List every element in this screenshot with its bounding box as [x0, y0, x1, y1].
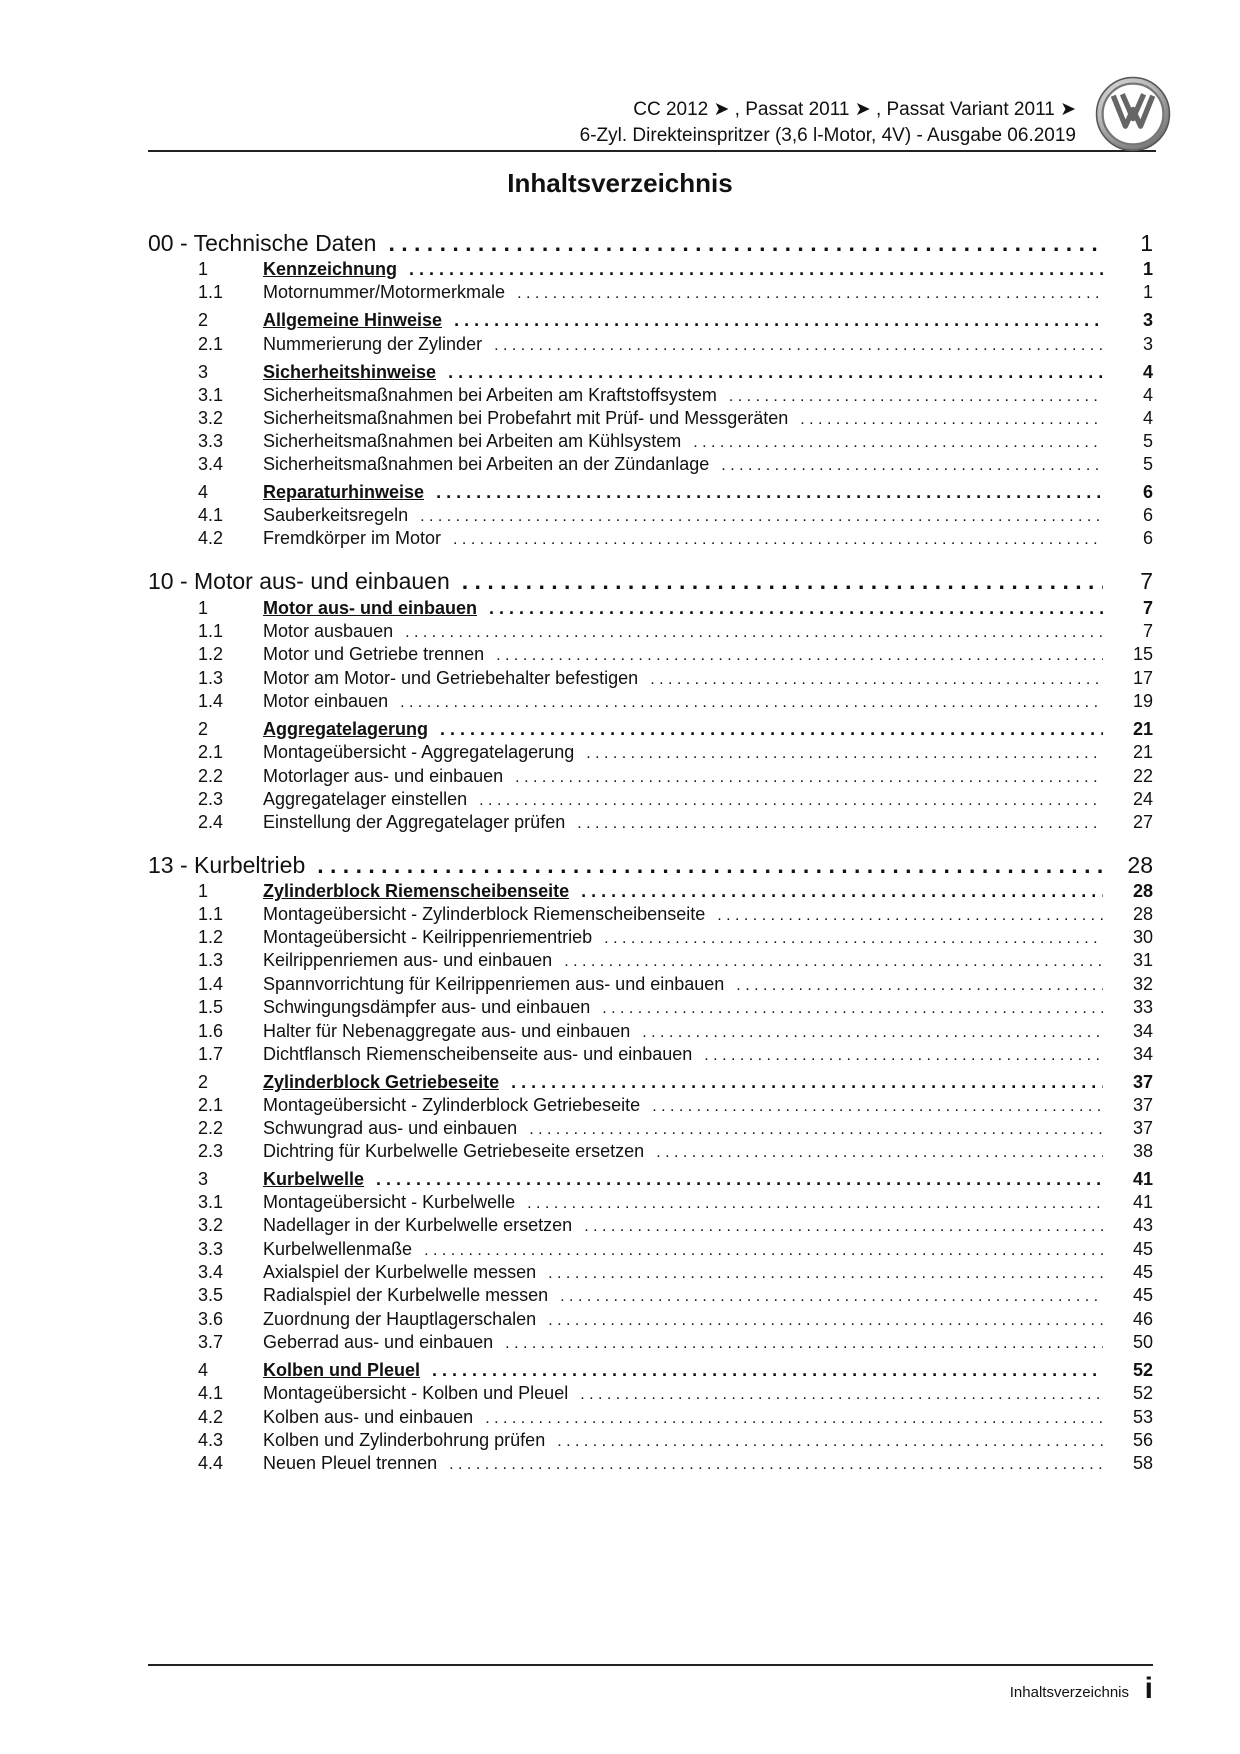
toc-entry-label: Zylinderblock Riemenscheibenseite: [263, 881, 570, 901]
toc-subsection[interactable]: [148, 950, 1153, 971]
toc-dot-leader: [650, 671, 1103, 689]
toc-subsection[interactable]: [148, 789, 1153, 810]
toc-entry-page: 15: [1132, 644, 1153, 664]
toc-subsection[interactable]: [148, 334, 1153, 355]
toc-dot-leader: [485, 1410, 1103, 1428]
toc-entry-label: Einstellung der Aggregatelager prüfen: [263, 812, 566, 832]
toc-entry-page: 17: [1132, 668, 1153, 688]
toc-entry-page: 4: [1142, 385, 1153, 405]
toc-entry-page: 32: [1132, 974, 1153, 994]
toc-entry-page: 50: [1132, 1332, 1153, 1352]
toc-entry-label: Sicherheitsmaßnahmen bei Arbeiten am Kühlsystem: [263, 431, 682, 451]
toc-entry-number: 1.3: [198, 950, 224, 970]
toc-dot-leader: [376, 1169, 1103, 1190]
toc-entry-number: 2.3: [198, 789, 224, 809]
toc-section[interactable]: [148, 482, 1153, 503]
footer-divider: [148, 1664, 1153, 1666]
toc-entry-label: Dichtflansch Riemenscheibenseite aus- und einbauen: [263, 1044, 693, 1064]
toc-section[interactable]: [148, 1360, 1153, 1381]
toc-entry-label: Sicherheitsmaßnahmen bei Arbeiten an der Zündanlage: [263, 454, 710, 474]
toc-entry-page: 52: [1132, 1383, 1153, 1403]
toc-entry-page: 27: [1132, 812, 1153, 832]
toc-entry-page: 37: [1132, 1072, 1153, 1092]
toc-entry-number: 1.1: [198, 282, 224, 302]
toc-entry-page: 28: [1127, 852, 1153, 878]
toc-entry-label: 10 - Motor aus- und einbauen: [148, 568, 450, 594]
toc-subsection[interactable]: [148, 974, 1153, 995]
toc-section[interactable]: [148, 1169, 1153, 1190]
toc-entry-number: 3.7: [198, 1332, 224, 1352]
toc-subsection[interactable]: [148, 997, 1153, 1018]
toc-dot-leader: [721, 457, 1103, 475]
toc-chapter[interactable]: [148, 568, 1153, 595]
toc-entry-label: Schwingungsdämpfer aus- und einbauen: [263, 997, 591, 1017]
toc-entry-label: Aggregatelagerung: [263, 719, 429, 739]
toc-dot-leader: [511, 1072, 1103, 1093]
toc-subsection[interactable]: [148, 1383, 1153, 1404]
toc-section[interactable]: [148, 1072, 1153, 1093]
toc-entry-label: Motorlager aus- und einbauen: [263, 766, 504, 786]
toc-dot-leader: [586, 745, 1103, 763]
toc-entry-label: Motornummer/Motormerkmale: [263, 282, 506, 302]
toc-entry-label: Motor am Motor- und Getriebehalter befestigen: [263, 668, 639, 688]
toc-dot-leader: [736, 977, 1103, 995]
toc-entry-page: 37: [1132, 1095, 1153, 1115]
toc-entry-number: 1.4: [198, 691, 224, 711]
toc-section[interactable]: [148, 881, 1153, 902]
toc-entry-number: 2.3: [198, 1141, 224, 1161]
toc-dot-leader: [693, 434, 1103, 452]
toc-dot-leader: [479, 792, 1103, 810]
toc-entry-label: Keilrippenriemen aus- und einbauen: [263, 950, 553, 970]
toc-entry-page: 4: [1142, 408, 1153, 428]
toc-entry-page: 37: [1132, 1118, 1153, 1138]
toc-entry-page: 41: [1132, 1192, 1153, 1212]
toc-entry-page: 53: [1132, 1407, 1153, 1427]
toc-entry-page: 3: [1142, 310, 1153, 330]
toc-dot-leader: [453, 531, 1103, 549]
toc-entry-number: 3.3: [198, 1239, 224, 1259]
toc-entry-page: 3: [1142, 334, 1153, 354]
toc-entry-number: 2.4: [198, 812, 224, 832]
toc-entry-label: Zuordnung der Hauptlagerschalen: [263, 1309, 537, 1329]
toc-dot-leader: [800, 411, 1103, 429]
toc-entry-page: 43: [1132, 1215, 1153, 1235]
toc-entry-label: Sicherheitshinweise: [263, 362, 437, 382]
toc-entry-number: 2: [198, 310, 209, 330]
toc-entry-number: 4.1: [198, 505, 224, 525]
toc-dot-leader: [580, 1386, 1103, 1404]
toc-entry-label: Montageübersicht - Kolben und Pleuel: [263, 1383, 569, 1403]
toc-entry-number: 4.2: [198, 528, 224, 548]
toc-subsection[interactable]: [148, 1407, 1153, 1428]
header-vehicle-models: CC 2012 ➤ , Passat 2011 ➤ , Passat Variant 2011 ➤: [633, 99, 1076, 120]
toc-section[interactable]: [148, 259, 1153, 280]
toc-entry-page: 7: [1142, 598, 1153, 618]
toc-entry-label: Sauberkeitsregeln: [263, 505, 409, 525]
toc-subsection[interactable]: [148, 385, 1153, 406]
toc-subsection[interactable]: [148, 408, 1153, 429]
toc-entry-page: 41: [1132, 1169, 1153, 1189]
volkswagen-logo-icon: [1095, 76, 1171, 152]
toc-entry-label: Motor einbauen: [263, 691, 389, 711]
toc-subsection[interactable]: [148, 1309, 1153, 1330]
toc-entry-label: Montageübersicht - Zylinderblock Riemenscheibenseite: [263, 904, 706, 924]
toc-section[interactable]: [148, 719, 1153, 740]
toc-entry-page: 58: [1132, 1453, 1153, 1473]
toc-dot-leader: [729, 388, 1103, 406]
toc-dot-leader: [517, 285, 1103, 303]
toc-entry-label: Kolben und Zylinderbohrung prüfen: [263, 1430, 546, 1450]
toc-dot-leader: [642, 1024, 1103, 1042]
toc-subsection[interactable]: [148, 1192, 1153, 1213]
toc-dot-leader: [602, 1000, 1103, 1018]
toc-subsection[interactable]: [148, 1095, 1153, 1116]
toc-dot-leader: [388, 230, 1103, 257]
toc-entry-label: Sicherheitsmaßnahmen bei Arbeiten am Kraftstoffsystem: [263, 385, 717, 405]
toc-entry-page: 5: [1142, 431, 1153, 451]
toc-entry-page: 21: [1132, 742, 1153, 762]
toc-entry-label: Reparaturhinweise: [263, 482, 425, 502]
toc-entry-page: 31: [1132, 950, 1153, 970]
toc-entry-number: 3.2: [198, 1215, 224, 1235]
toc-entry-page: 1: [1142, 259, 1153, 279]
toc-subsection[interactable]: [148, 668, 1153, 689]
toc-entry-label: Dichtring für Kurbelwelle Getriebeseite ersetzen: [263, 1141, 645, 1161]
toc-entry-page: 21: [1132, 719, 1153, 739]
toc-subsection[interactable]: [148, 1430, 1153, 1451]
toc-dot-leader: [400, 694, 1103, 712]
toc-entry-page: 1: [1142, 282, 1153, 302]
page-header: [148, 98, 1076, 154]
toc-entry-label: Schwungrad aus- und einbauen: [263, 1118, 518, 1138]
toc-subsection[interactable]: [148, 1239, 1153, 1260]
toc-entry-number: 1.4: [198, 974, 224, 994]
toc-subsection[interactable]: [148, 1332, 1153, 1353]
toc-dot-leader: [529, 1121, 1103, 1139]
toc-entry-number: 3: [198, 1169, 209, 1189]
toc-entry-number: 1.3: [198, 668, 224, 688]
toc-subsection[interactable]: [148, 766, 1153, 787]
toc-entry-number: 1.5: [198, 997, 224, 1017]
toc-entry-label: Fremdkörper im Motor: [263, 528, 442, 548]
toc-dot-leader: [564, 953, 1103, 971]
toc-dot-leader: [432, 1360, 1103, 1381]
toc-entry-number: 1.7: [198, 1044, 224, 1064]
toc-entry-number: 1.2: [198, 644, 224, 664]
toc-chapter[interactable]: [148, 852, 1153, 879]
toc-dot-leader: [515, 769, 1103, 787]
toc-dot-leader: [409, 259, 1103, 280]
toc-entry-number: 3.5: [198, 1285, 224, 1305]
toc-subsection[interactable]: [148, 1215, 1153, 1236]
toc-entry-page: 28: [1132, 881, 1153, 901]
toc-entry-label: Sicherheitsmaßnahmen bei Probefahrt mit Prüf- und Messgeräten: [263, 408, 789, 428]
toc-entry-number: 4.2: [198, 1407, 224, 1427]
header-engine-edition: 6-Zyl. Direkteinspritzer (3,6 l-Motor, 4V) - Ausgabe 06.2019: [579, 125, 1076, 146]
toc-entry-page: 28: [1132, 904, 1153, 924]
toc-dot-leader: [424, 1242, 1103, 1260]
toc-dot-leader: [462, 568, 1103, 595]
toc-entry-label: Montageübersicht - Zylinderblock Getriebeseite: [263, 1095, 641, 1115]
toc-section[interactable]: [148, 362, 1153, 383]
toc-entry-number: 4: [198, 482, 209, 502]
toc-entry-page: 45: [1132, 1239, 1153, 1259]
toc-entry-number: 2.2: [198, 766, 224, 786]
toc-entry-label: Motor aus- und einbauen: [263, 598, 477, 618]
toc-dot-leader: [448, 362, 1103, 383]
toc-entry-number: 1: [198, 881, 209, 901]
toc-entry-number: 1: [198, 259, 209, 279]
toc-entry-label: 13 - Kurbeltrieb: [148, 852, 306, 878]
toc-entry-page: 33: [1132, 997, 1153, 1017]
toc-entry-page: 1: [1140, 230, 1153, 256]
toc-subsection[interactable]: [148, 904, 1153, 925]
toc-subsection[interactable]: [148, 282, 1153, 303]
toc-section[interactable]: [148, 310, 1153, 331]
toc-entry-number: 1.1: [198, 621, 224, 641]
toc-subsection[interactable]: [148, 431, 1153, 452]
toc-entry-number: 4.3: [198, 1430, 224, 1450]
toc-entry-label: Motor und Getriebe trennen: [263, 644, 485, 664]
toc-entry-page: 4: [1142, 362, 1153, 382]
toc-entry-label: Halter für Nebenaggregate aus- und einbauen: [263, 1021, 631, 1041]
page-footer: [148, 1664, 1153, 1704]
footer-page-number: i: [1144, 1672, 1153, 1705]
toc-entry-label: Radialspiel der Kurbelwelle messen: [263, 1285, 549, 1305]
toc-subsection[interactable]: [148, 742, 1153, 763]
toc-entry-page: 5: [1142, 454, 1153, 474]
toc-dot-leader: [505, 1335, 1103, 1353]
toc-entry-page: 34: [1132, 1021, 1153, 1041]
toc-entry-label: Kolben und Pleuel: [263, 1360, 421, 1380]
toc-entry-label: Nummerierung der Zylinder: [263, 334, 483, 354]
toc-entry-page: 19: [1132, 691, 1153, 711]
toc-entry-page: 46: [1132, 1309, 1153, 1329]
toc-entry-page: 6: [1142, 482, 1153, 502]
toc-dot-leader: [652, 1098, 1103, 1116]
toc-dot-leader: [581, 881, 1103, 902]
toc-dot-leader: [704, 1047, 1103, 1065]
toc-entry-number: 1: [198, 598, 209, 618]
toc-dot-leader: [454, 310, 1103, 331]
toc-entry-page: 30: [1132, 927, 1153, 947]
toc-entry-number: 4.4: [198, 1453, 224, 1473]
toc-dot-leader: [317, 852, 1103, 879]
toc-dot-leader: [548, 1265, 1103, 1283]
toc-entry-page: 7: [1142, 621, 1153, 641]
toc-entry-number: 2.1: [198, 334, 224, 354]
toc-dot-leader: [560, 1288, 1103, 1306]
toc-entry-label: Spannvorrichtung für Keilrippenriemen aus- und einbauen: [263, 974, 725, 994]
page-title: Inhaltsverzeichnis: [507, 168, 733, 198]
toc-entry-number: 3.1: [198, 385, 224, 405]
toc-subsection[interactable]: [148, 927, 1153, 948]
toc-entry-number: 4.1: [198, 1383, 224, 1403]
toc-entry-page: 34: [1132, 1044, 1153, 1064]
toc-dot-leader: [717, 907, 1103, 925]
toc-dot-leader: [436, 482, 1103, 503]
toc-dot-leader: [584, 1218, 1103, 1236]
toc-entry-label: Neuen Pleuel trennen: [263, 1453, 438, 1473]
toc-entry-page: 6: [1142, 505, 1153, 525]
toc-entry-number: 3.4: [198, 454, 224, 474]
toc-subsection[interactable]: [148, 1285, 1153, 1306]
toc-entry-page: 45: [1132, 1262, 1153, 1282]
toc-entry-page: 24: [1132, 789, 1153, 809]
toc-entry-label: Axialspiel der Kurbelwelle messen: [263, 1262, 537, 1282]
toc-entry-number: 3.3: [198, 431, 224, 451]
toc-entry-number: 2.1: [198, 742, 224, 762]
toc-entry-page: 7: [1140, 568, 1153, 594]
toc-entry-label: Zylinderblock Getriebeseite: [263, 1072, 500, 1092]
toc-entry-number: 3: [198, 362, 209, 382]
toc-subsection[interactable]: [148, 1141, 1153, 1162]
toc-entry-label: Kennzeichnung: [263, 259, 397, 279]
toc-entry-number: 3.2: [198, 408, 224, 428]
toc-dot-leader: [494, 337, 1103, 355]
toc-entry-label: Montageübersicht - Aggregatelagerung: [263, 742, 575, 762]
toc-entry-number: 4: [198, 1360, 209, 1380]
toc-entry-page: 52: [1132, 1360, 1153, 1380]
toc-entry-label: Kurbelwelle: [263, 1169, 365, 1189]
toc-dot-leader: [548, 1312, 1103, 1330]
toc-dot-leader: [449, 1456, 1103, 1474]
toc-dot-leader: [489, 598, 1103, 619]
toc-dot-leader: [577, 815, 1103, 833]
toc-entry-page: 22: [1132, 766, 1153, 786]
toc-subsection[interactable]: [148, 1262, 1153, 1283]
toc-entry-number: 1.1: [198, 904, 224, 924]
toc-subsection[interactable]: [148, 505, 1153, 526]
toc-entry-label: 00 - Technische Daten: [148, 230, 377, 256]
toc-entry-label: Allgemeine Hinweise: [263, 310, 443, 330]
toc-chapter[interactable]: [148, 230, 1153, 257]
toc-entry-label: Montageübersicht - Kurbelwelle: [263, 1192, 516, 1212]
toc-subsection[interactable]: [148, 812, 1153, 833]
toc-dot-leader: [496, 647, 1103, 665]
toc-entry-label: Motor ausbauen: [263, 621, 394, 641]
toc-entry-number: 3.4: [198, 1262, 224, 1282]
toc-entry-page: 6: [1142, 528, 1153, 548]
toc-entry-label: Kurbelwellenmaße: [263, 1239, 413, 1259]
toc-entry-number: 3.6: [198, 1309, 224, 1329]
toc-subsection[interactable]: [148, 1118, 1153, 1139]
toc-entry-label: Nadellager in der Kurbelwelle ersetzen: [263, 1215, 573, 1235]
toc-entry-number: 3.1: [198, 1192, 224, 1212]
toc-entry-number: 1.2: [198, 927, 224, 947]
toc-entry-label: Kolben aus- und einbauen: [263, 1407, 474, 1427]
toc-entry-number: 2.2: [198, 1118, 224, 1138]
toc-dot-leader: [405, 624, 1103, 642]
toc-entry-number: 2: [198, 719, 209, 739]
header-divider: [148, 150, 1156, 152]
toc-dot-leader: [557, 1433, 1103, 1451]
toc-subsection[interactable]: [148, 528, 1153, 549]
toc-entry-number: 2.1: [198, 1095, 224, 1115]
toc-subsection[interactable]: [148, 1044, 1153, 1065]
toc-subsection[interactable]: [148, 644, 1153, 665]
toc-subsection[interactable]: [148, 454, 1153, 475]
toc-entry-page: 56: [1132, 1430, 1153, 1450]
toc-section[interactable]: [148, 598, 1153, 619]
toc-dot-leader: [440, 719, 1103, 740]
footer-section-label: Inhaltsverzeichnis: [1009, 1684, 1129, 1701]
toc-entry-page: 45: [1132, 1285, 1153, 1305]
toc-entry-number: 2: [198, 1072, 209, 1092]
toc-entry-label: Geberrad aus- und einbauen: [263, 1332, 494, 1352]
toc-dot-leader: [420, 508, 1103, 526]
toc-dot-leader: [656, 1144, 1103, 1162]
toc-subsection[interactable]: [148, 691, 1153, 712]
toc-entry-label: Aggregatelager einstellen: [263, 789, 468, 809]
toc-dot-leader: [527, 1195, 1103, 1213]
toc-entry-page: 38: [1132, 1141, 1153, 1161]
toc-entry-label: Montageübersicht - Keilrippenriementrieb: [263, 927, 593, 947]
toc-dot-leader: [604, 930, 1103, 948]
toc-subsection[interactable]: [148, 1021, 1153, 1042]
toc-subsection[interactable]: [148, 621, 1153, 642]
toc-subsection[interactable]: [148, 1453, 1153, 1474]
toc-entry-number: 1.6: [198, 1021, 224, 1041]
